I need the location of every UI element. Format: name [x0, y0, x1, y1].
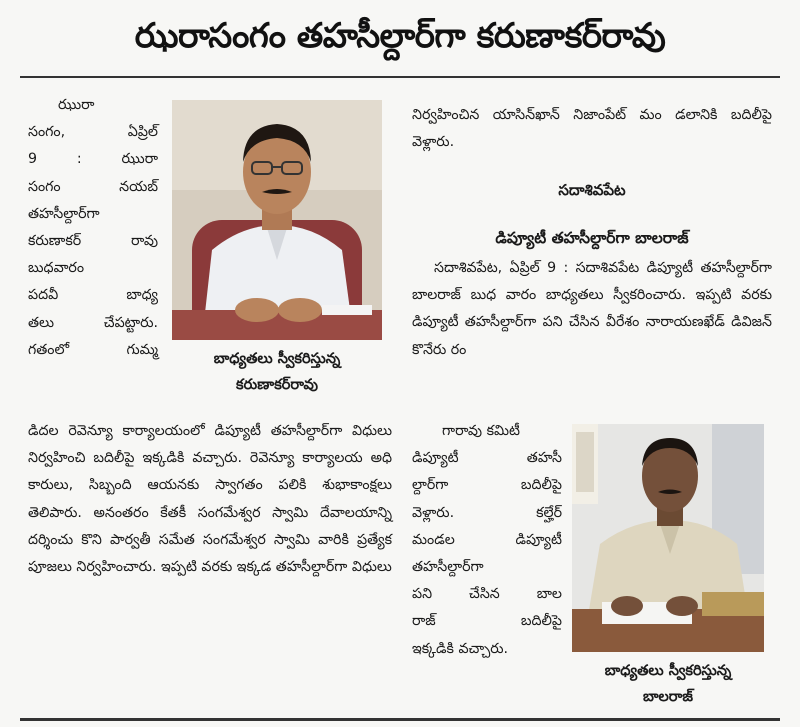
column-2-top-text: నిర్వహించిన యాసిన్‌ఖాన్ నిజాంపేట్ మం డలానికి బదిలీపై వెళ్లారు. [412, 107, 772, 151]
photo-balaraj [572, 424, 764, 652]
portrait-man-1-image [172, 100, 382, 340]
column-1-narrow-line: సంగం, ఏప్రిల్ [28, 124, 158, 141]
column-1-narrow-line: బుధవారం [28, 260, 85, 277]
column-2-narrow-line: గారావు కమిటీ [442, 423, 520, 439]
photo1-caption-line1: బాధ్యతలు స్వీకరిస్తున్న [213, 351, 341, 367]
column-2-narrow-line: వెళ్లారు. కల్హేర్ [412, 504, 562, 521]
column-2-narrow-line: ఇక్కడికి వచ్చారు. [412, 640, 509, 657]
column-1-narrow-line: తలు చేపట్టారు. [28, 314, 158, 331]
photo2-caption-line1: బాధ్యతలు స్వీకరిస్తున్న [604, 663, 732, 679]
photo1-caption [172, 346, 382, 398]
bottom-rule [20, 718, 780, 721]
column-1-narrow-line: పదవీ బాధ్య [28, 287, 158, 304]
photo1-caption-line2: కరుణాకర్‌రావు [236, 377, 318, 393]
column-2-body-text: సదాశివపేట, ఏప్రిల్ 9 : సదాశివపేట డిప్యూటీ తహసీల్దార్‌గా బాలరాజ్ బుధ వారం బాధ్యతలు స్వీకరించారు. ఇప్పటి వరకు డిప్యూటీ తహసీల్దార్‌గా పని చేసిన వీరేశం నారాయణఖేడ్ డివిజన్ కొనేరు రం [412, 260, 772, 358]
column-1-narrow-line: సంగం నయబ్ [28, 178, 158, 195]
column-2-narrow-line: డిప్యూటీ తహసీ [412, 450, 562, 467]
column-2-top [412, 102, 772, 156]
column-1-narrow-line: కరుణాకర్ రావు [28, 233, 158, 250]
column-1-narrow-text [28, 92, 158, 364]
column-2-body [412, 255, 772, 364]
column-2-narrow-line: మండల డిప్యూటీ [412, 531, 562, 548]
headline-rule [20, 76, 780, 78]
column-2-narrow-line: తహసీల్దార్‌గా [412, 559, 484, 576]
column-1-narrow-line: గతంలో గుమ్మ [28, 341, 158, 358]
sub-headline: డిప్యూటీ తహసీల్దార్‌గా బాలరాజ్ [495, 229, 689, 247]
headline: ఝరాసంగం తహసీల్దార్‌గా కరుణాకర్‌రావు [134, 16, 666, 56]
place-heading: సదాశివపేట [558, 181, 626, 199]
column-1-narrow-line: 9 : ఝురా [28, 151, 158, 168]
column-1-narrow-line: తహసీల్దార్‌గా [28, 205, 100, 222]
portrait-man-2-image [572, 424, 764, 652]
column-2-narrow-text [412, 418, 562, 663]
photo2-caption [566, 658, 770, 710]
photo2-caption-line2: బాలరాజ్ [642, 689, 693, 705]
column-2-narrow-line: ల్దార్‌గా బదిలీపై [412, 477, 562, 494]
column-2-narrow-line: రాజ్ బదిలీపై [412, 613, 562, 630]
column-1-body [28, 418, 392, 581]
column-1-narrow-line: ఝురా [58, 97, 95, 113]
column-1-body-text: డిదల రెవెన్యూ కార్యాలయంలో డిప్యూటీ తహసీల్దార్‌గా విధులు నిర్వహించి బదిలీపై ఇక్కడికి వచ్చారు. రెవెన్యూ కార్యాలయ అధి కారులు, సిబ్బంది ఆయనకు స్వాగతం పలికి శుభాకాంక్షలు తెలిపారు. అనంతరం కేతకీ సంగమేశ్వర స్వామి దేవాలయాన్ని దర్శించు కొని పార్వతీ సమేత సంగమేశ్వర స్వామి వారికి ప్రత్యేక పూజలు నిర్వహించారు. ఇప్పటి వరకు ఇక్కడ తహసీల్దార్‌గా విధులు [28, 423, 392, 576]
photo-karunakar-rao [172, 100, 382, 340]
column-2-narrow-line: పని చేసిన బాల [412, 586, 562, 603]
